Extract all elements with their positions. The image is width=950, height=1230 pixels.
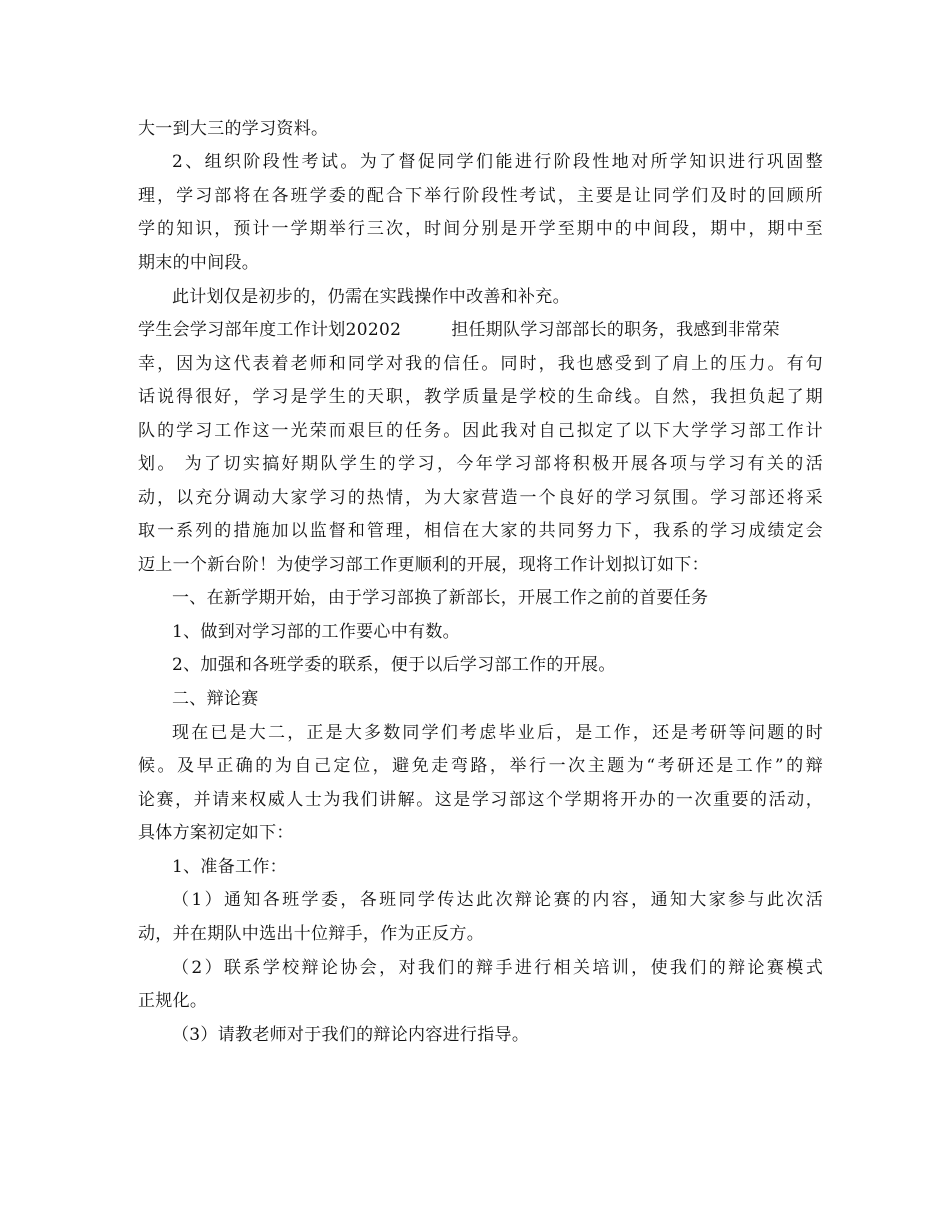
list-heading: 1、准备工作： [172,857,287,877]
section-heading-line [138,319,823,341]
paragraph-line: 现在已是大二，正是大多数同学们考虑毕业后，是工作，还是考研等问题的时 [172,723,823,743]
list-item: （1）通知各班学委，各班同学传达此次辩论赛的内容，通知大家参与此次活 [172,890,823,910]
paragraph-line: 队的学习工作这一光荣而艰巨的任务。因此我对自己拟定了以下大学学习部工作计 [138,421,823,441]
paragraph-line: 动，并在期队中选出十位辩手，作为正反方。 [138,924,484,944]
paragraph-line: 取一系列的措施加以监督和管理，相信在大家的共同努力下，我系的学习成绩定会 [138,521,823,541]
paragraph-line: 划。 为了切实搞好期队学生的学习，今年学习部将积极开展各项与学习有关的活 [138,454,823,474]
list-item: 2、加强和各班学委的联系，便于以后学习部工作的开展。 [172,655,616,675]
paragraph-line: 此计划仅是初步的，仍需在实践操作中改善和补充。 [172,287,570,307]
list-item: 1、做到对学习部的工作要心中有数。 [172,622,460,642]
list-item: （2）联系学校辩论协会，对我们的辩手进行相关培训，使我们的辩论赛模式 [172,958,823,978]
paragraph-line: 正规化。 [138,991,208,1011]
paragraph-line: 候。及早正确的为自己定位，避免走弯路，举行一次主题为“考研还是工作”的辩 [138,756,823,776]
paragraph-line: 2、组织阶段性考试。为了督促同学们能进行阶段性地对所学知识进行巩固整 [172,152,823,172]
paragraph-line: 迈上一个新台阶！为使学习部工作更顺利的开展，现将工作计划拟订如下： [138,555,709,575]
list-item: （3）请教老师对于我们的辩论内容进行指导。 [172,1025,530,1045]
paragraph-line: 话说得很好，学习是学生的天职，教学质量是学校的生命线。自然，我担负起了期 [138,387,823,407]
paragraph-line: 动，以充分调动大家学习的热情，为大家营造一个良好的学习氛围。学习部还将采 [138,488,823,508]
section-heading: 学生会学习部年度工作计划20202 [138,320,402,340]
list-heading: 二、辩论赛 [172,689,259,709]
paragraph-line: 具体方案初定如下： [138,823,294,843]
paragraph-line: 幸，因为这代表着老师和同学对我的信任。同时，我也感受到了肩上的压力。有句 [138,354,823,374]
paragraph-line: 期末的中间段。 [138,253,260,273]
paragraph-line: 担任期队学习部部长的职务，我感到非常荣 [451,320,780,340]
paragraph-line: 大一到大三的学习资料。 [138,119,329,139]
paragraph-line: 学的知识，预计一学期举行三次，时间分别是开学至期中的中间段，期中，期中至 [138,219,823,239]
list-heading: 一、在新学期开始，由于学习部换了新部长，开展工作之前的首要任务 [172,588,709,608]
paragraph-line: 论赛，并请来权威人士为我们讲解。这是学习部这个学期将开办的一次重要的活动， [138,790,823,810]
paragraph-line: 理，学习部将在各班学委的配合下举行阶段性考试，主要是让同学们及时的回顾所 [138,186,823,206]
